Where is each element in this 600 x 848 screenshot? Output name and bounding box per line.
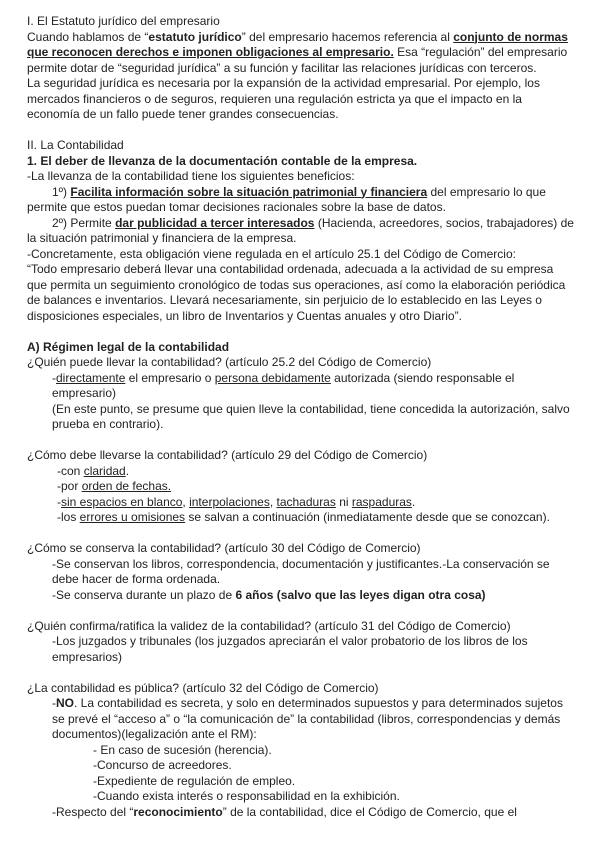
case-interest: -Cuando exista interés o responsabilidad en la exhibición.	[93, 789, 400, 803]
question-public: ¿La contabilidad es pública? (artículo 32 del Código de Comercio)	[27, 680, 379, 695]
answer-who-2: (En este punto, se presume que quien lleve la contabilidad, tiene concedida la autorización, salvo prueba en contrario).	[52, 401, 570, 431]
section-2-subtitle: 1. El deber de llevanza de la documentación contable de la empresa.	[27, 153, 418, 168]
article-reference: -Concretamente, esta obligación viene regulada en el artículo 25.1 del Código de Comercio:	[27, 246, 516, 261]
benefit-1: 1º) Facilita información sobre la situación patrimonial y financiera del empresario lo que permite que estos puedan tomar decisiones racionales sobre la base de datos.	[27, 184, 546, 214]
answer-who-1: -directamente el empresario o persona debidamente autorizada (siendo responsable el empresario)	[52, 370, 515, 400]
benefits-intro: -La llevanza de la contabilidad tiene los siguientes beneficios:	[27, 169, 355, 183]
document-page	[27, 14, 575, 820]
case-succession: - En caso de sucesión (herencia).	[93, 742, 272, 757]
case-bankruptcy: -Concurso de acreedores.	[93, 758, 232, 772]
section-1-title: I. El Estatuto jurídico del empresario	[27, 14, 220, 28]
answer-how-blanks: -sin espacios en blanco, interpolaciones, tachaduras ni raspaduras.	[57, 494, 416, 509]
answer-how-clarity: -con claridad.	[57, 463, 130, 478]
question-conservation: ¿Cómo se conserva la contabilidad? (artículo 30 del Código de Comercio)	[27, 541, 421, 555]
section-2-title: II. La Contabilidad	[27, 138, 124, 152]
section-1-paragraph-1: Cuando hablamos de “estatuto jurídico” del empresario hacemos referencia al conjunto de normas que reconocen derechos e imponen obligaciones al empresario. Esa “regulación” del empresario permite dotar de “seguridad jurídica” a su función y facilitar las relaciones jurídicas con terceros.	[27, 29, 568, 75]
legal-regime-title: A) Régimen legal de la contabilidad	[27, 339, 230, 354]
case-employment: -Expediente de regulación de empleo.	[93, 773, 296, 788]
question-how: ¿Cómo debe llevarse la contabilidad? (artículo 29 del Código de Comercio)	[27, 448, 428, 462]
highlight-conjunto-de-normas: conjunto de normas que reconocen derechos e imponen obligaciones al empresario.	[27, 29, 568, 59]
answer-public: -NO. La contabilidad es secreta, y solo en determinados supuestos y para determinados sujetos se prevé el “acceso a” o “la comunicación de” la contabilidad (libros, correspondencias y demás documentos)(legalización ante el RM):	[52, 696, 563, 741]
benefit-2: 2º) Permite dar publicidad a tercer interesados (Hacienda, acreedores, socios, trabajadores) de la situación patrimonial y financiera de la empresa.	[27, 215, 574, 245]
answer-how-dates: -por orden de fechas.	[57, 479, 172, 493]
answer-conservation-1: -Se conservan los libros, correspondencia, documentación y justificantes.-La conservación se debe hacer de forma ordenada.	[52, 556, 550, 586]
answer-conservation-2: -Se conserva durante un plazo de 6 años (salvo que las leyes digan otra cosa)	[52, 587, 486, 602]
answer-how-errors: -los errores u omisiones se salvan a continuación (inmediatamente desde que se conozcan).	[57, 510, 550, 524]
section-1-paragraph-2: La seguridad jurídica es necesaria por la expansión de la actividad empresarial. Por ejemplo, los mercados financieros o de seguros, requieren una regulación estricta ya que el impacto en la economía de un fallo puede tener grandes consecuencias.	[27, 76, 540, 121]
answer-recognition: -Respecto del “reconocimiento” de la contabilidad, dice el Código de Comercio, que el	[52, 804, 517, 819]
answer-validity: -Los juzgados y tribunales (los juzgados apreciarán el valor probatorio de los libros de los empresarios)	[52, 634, 528, 664]
question-validity: ¿Quién confirma/ratifica la validez de la contabilidad? (artículo 31 del Código de Comercio)	[27, 618, 511, 633]
article-quote: “Todo empresario deberá llevar una contabilidad ordenada, adecuada a la actividad de su empresa que permita un seguimiento cronológico de todas sus operaciones, así como la elaboración periódica de balances e inventarios. Llevará necesariamente, sin perjuicio de lo establecido en las Leyes o disposiciones especiales, un libro de Inventarios y Cuentas anuales y otro Diario”.	[27, 262, 566, 323]
question-who: ¿Quién puede llevar la contabilidad? (artículo 25.2 del Código de Comercio)	[27, 355, 432, 369]
